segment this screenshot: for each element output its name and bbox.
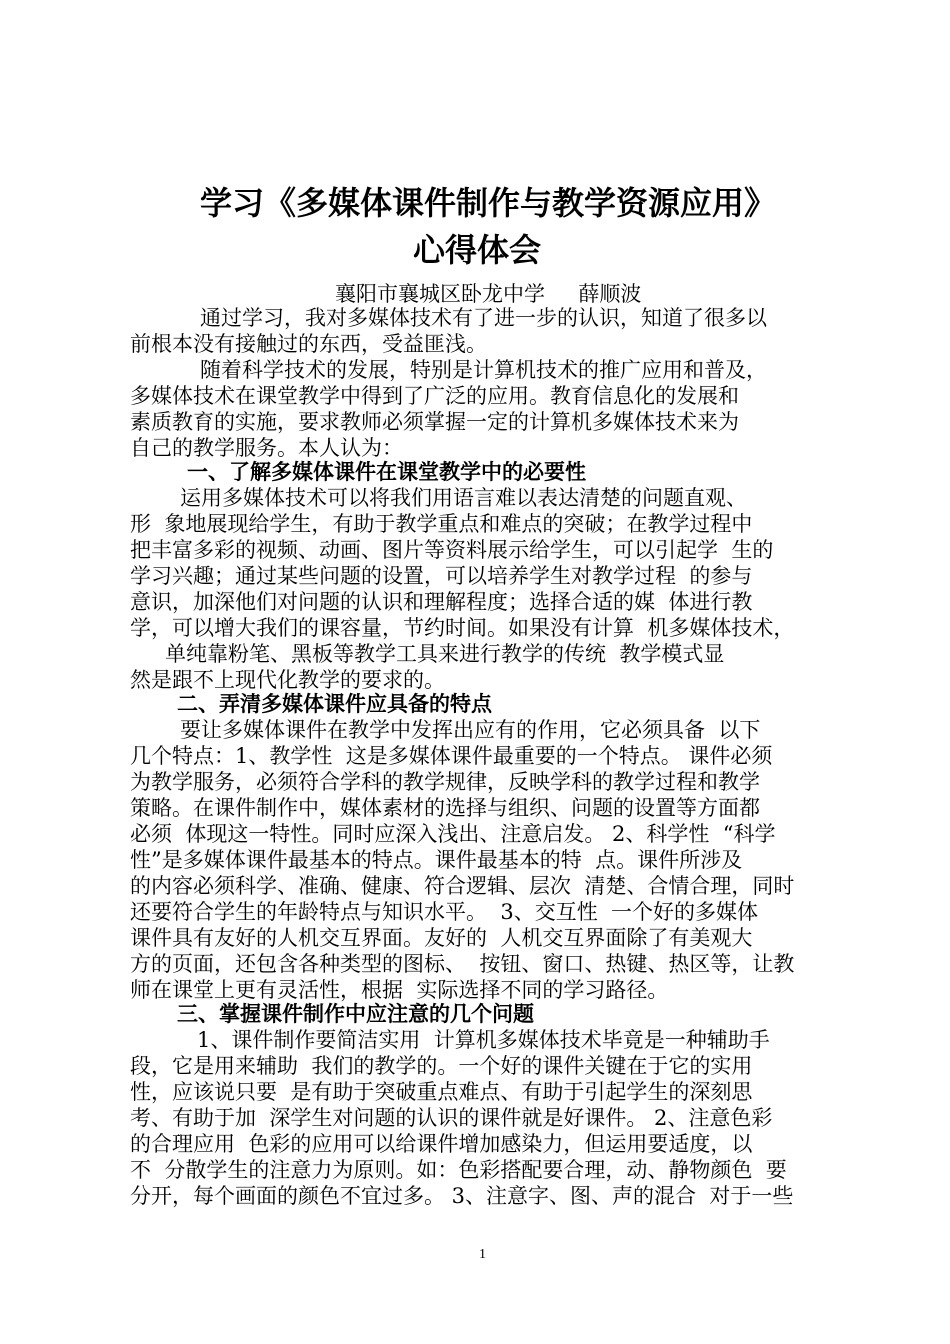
body-line: 课件具有友好的人机交互界面。友好的 人机交互界面除了有美观大 — [130, 926, 753, 950]
body-line: 前根本没有接触过的东西，受益匪浅。 — [130, 332, 487, 356]
section-heading-1: 一、了解多媒体课件在课堂教学中的必要性 — [187, 460, 586, 484]
section-heading-3: 三、掌握课件制作中应注意的几个问题 — [177, 1002, 534, 1026]
body-line: 然是跟不上现代化教学的要求的。 — [130, 668, 445, 692]
body-line: 策略。在课件制作中，媒体素材的选择与组织、问题的设置等方面都 — [130, 796, 760, 820]
body-line: 几个特点：1、教学性 这是多媒体课件最重要的一个特点。 课件必须 — [130, 744, 773, 768]
body-line: 师在课堂上更有灵活性，根据 实际选择不同的学习路径。 — [130, 978, 669, 1002]
body-line: 1、课件制作要简洁实用 计算机多媒体技术毕竟是一种辅助手 — [197, 1028, 770, 1052]
body-line: 形 象地展现给学生，有助于教学重点和难点的突破；在教学过程中 — [130, 512, 753, 536]
document-title-line-1: 学习《多媒体课件制作与教学资源应用》 — [200, 184, 777, 222]
body-line: 分开，每个画面的颜色不宜过多。 3、注意字、图、声的混合 对于一些 — [130, 1184, 794, 1208]
body-line: 运用多媒体技术可以将我们用语言难以表达清楚的问题直观、 — [180, 486, 747, 510]
section-heading-2: 二、弄清多媒体课件应具备的特点 — [177, 692, 492, 716]
document-title-line-2: 心得体会 — [413, 231, 542, 269]
body-line: 的合理应用 色彩的应用可以给课件增加感染力，但运用要适度，以 — [130, 1132, 753, 1156]
body-line: 方的页面，还包含各种类型的图标、 按钮、窗口、热键、热区等，让教 — [130, 952, 795, 976]
body-line: 不 分散学生的注意力为原则。如：色彩搭配要合理，动、静物颜色 要 — [130, 1158, 787, 1182]
body-line: 意识，加深他们对问题的认识和理解程度；选择合适的媒 体进行教 — [130, 590, 753, 614]
body-line: 随着科学技术的发展，特别是计算机技术的推广应用和普及， — [200, 358, 767, 382]
body-line: 必须 体现这一特性。同时应深入浅出、注意启发。 2、科学性 “科学 — [130, 822, 776, 846]
body-line: 把丰富多彩的视频、动画、图片等资料展示给学生，可以引起学 生的 — [130, 538, 774, 562]
body-line: 学习兴趣；通过某些问题的设置，可以培养学生对教学过程 的参与 — [130, 564, 753, 588]
body-line: 素质教育的实施，要求教师必须掌握一定的计算机多媒体技术来为 — [130, 410, 739, 434]
body-line: 多媒体技术在课堂教学中得到了广泛的应用。教育信息化的发展和 — [130, 384, 739, 408]
body-line: 学，可以增大我们的课容量，节约时间。如果没有计算 机多媒体技术， — [130, 616, 795, 640]
body-line: 自己的教学服务。本人认为： — [130, 436, 403, 460]
body-line: 性，应该说只要 是有助于突破重点难点、有助于引起学生的深刻思 — [130, 1080, 753, 1104]
page-number: 1 — [479, 1247, 486, 1262]
body-line: 通过学习，我对多媒体技术有了进一步的认识，知道了很多以 — [200, 306, 767, 330]
author-line: 襄阳市襄城区卧龙中学 薛顺波 — [335, 282, 642, 306]
body-line: 的内容必须科学、准确、健康、符合逻辑、层次 清楚、合情合理，同时 — [130, 874, 795, 898]
body-line: 段，它是用来辅助 我们的教学的。一个好的课件关键在于它的实用 — [130, 1054, 753, 1078]
body-line: 考、有助于加 深学生对问题的认识的课件就是好课件。 2、注意色彩 — [130, 1106, 773, 1130]
body-line: 要让多媒体课件在教学中发挥出应有的作用，它必须具备 以下 — [180, 718, 761, 742]
body-line: 单纯靠粉笔、黑板等教学工具来进行教学的传统 教学模式显 — [165, 642, 725, 666]
body-line: 为教学服务，必须符合学科的教学规律，反映学科的教学过程和教学 — [130, 770, 760, 794]
body-line: 还要符合学生的年龄特点与知识水平。 3、交互性 一个好的多媒体 — [130, 900, 759, 924]
body-line: 性”是多媒体课件最基本的特点。课件最基本的特 点。课件所涉及 — [130, 848, 743, 872]
